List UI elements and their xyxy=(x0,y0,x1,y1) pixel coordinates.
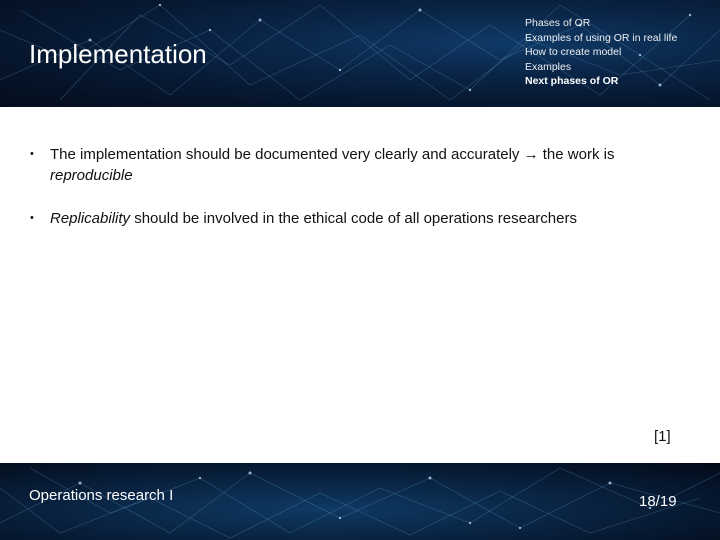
nav-item-phases-of-or[interactable]: Phases of OR xyxy=(525,17,591,29)
reference-marker: [1] xyxy=(654,428,671,445)
section-navigation xyxy=(525,16,677,89)
nav-item-how-to-create-model[interactable]: How to create model xyxy=(525,46,622,59)
nav-item-examples-real-life[interactable]: Examples of using OR in real life xyxy=(525,31,678,44)
bullet-emphasis: reproducible xyxy=(50,167,133,184)
nav-item-examples[interactable]: Examples xyxy=(525,60,572,73)
slide-footer xyxy=(0,463,720,540)
bullet-item-documentation xyxy=(30,144,670,186)
bullet-emphasis: Replicability xyxy=(50,210,131,227)
course-name: Operations research I xyxy=(29,487,174,504)
slide-content xyxy=(30,144,670,229)
nav-item-next-phases-current[interactable]: Next phases of OR xyxy=(525,75,619,88)
slide-header xyxy=(0,0,720,107)
slide-title: Implementation xyxy=(29,39,207,69)
bullet-text: should be involved in the ethical code of all operations researchers xyxy=(130,210,577,227)
bullet-item-replicability xyxy=(30,208,670,229)
bullet-marker: • xyxy=(30,212,34,224)
bullet-marker: • xyxy=(30,148,34,160)
page-number: 18/19 xyxy=(639,493,677,510)
bullet-text: The implementation should be documented very clearly and accurately → the work is xyxy=(50,146,615,163)
